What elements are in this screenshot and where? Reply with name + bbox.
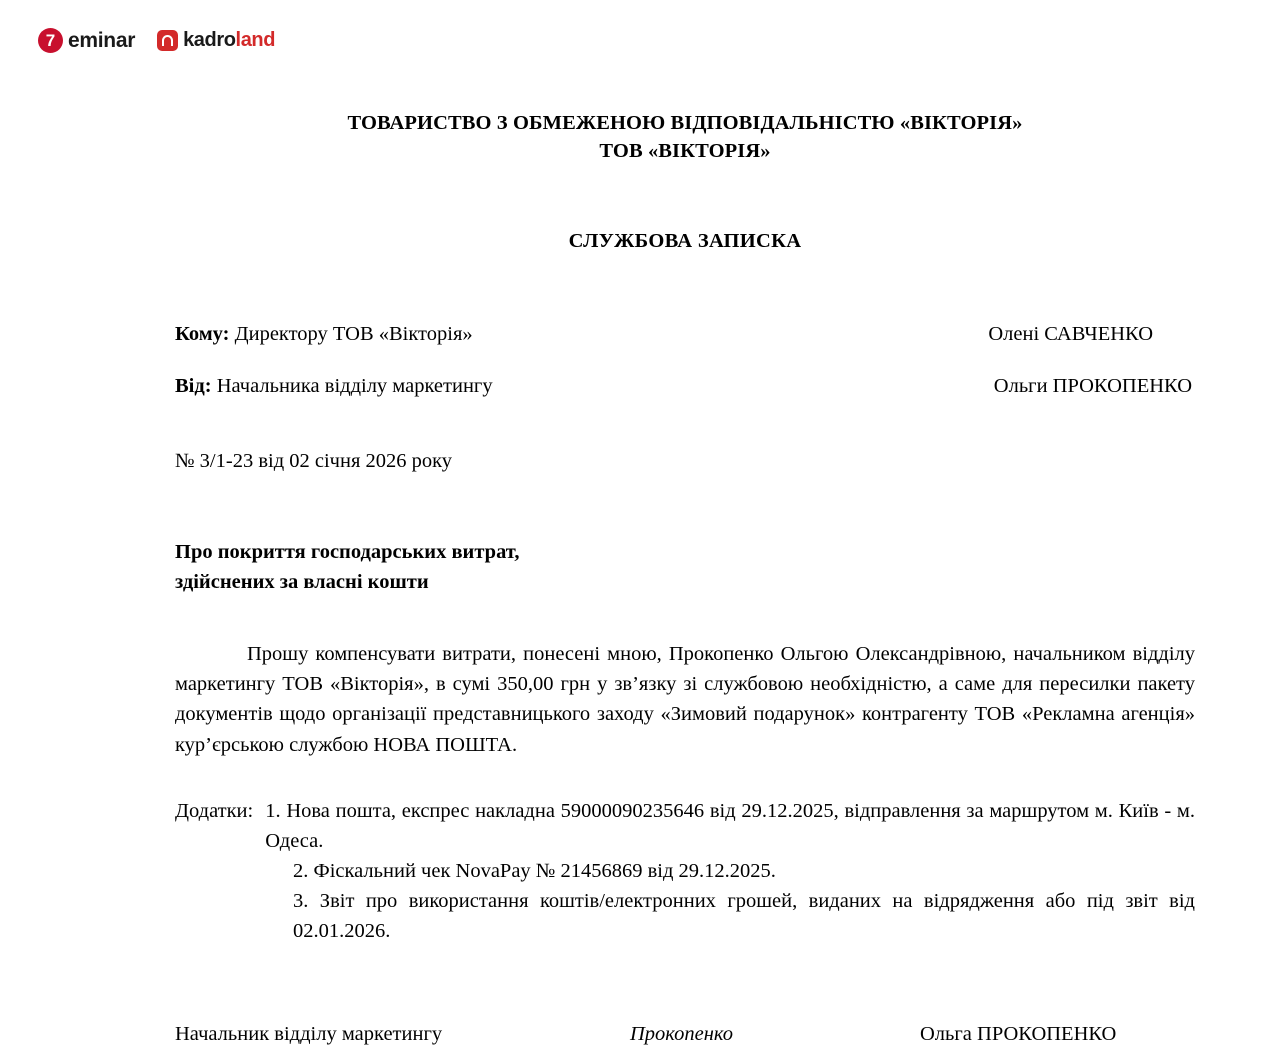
zeminar-wordmark: eminar (68, 28, 136, 52)
kadroland-mark-icon (157, 30, 178, 51)
kadroland-word-first: kadro (183, 29, 236, 51)
subject-line-2: здійснених за власні кошти (175, 570, 429, 593)
addressee-to-value: Директору ТОВ «Вікторія» (234, 323, 473, 346)
attachments-label: Додатки: (175, 799, 254, 822)
attachment-item-3: 3. Звіт про використання коштів/електронних грошей, виданих на відрядження або під звіт від 02.01.2026. (293, 890, 1195, 943)
kadroland-logo (157, 29, 275, 52)
signature-position: Начальник відділу маркетингу (175, 1023, 443, 1046)
document-body (175, 110, 1195, 1049)
addressee-from-value: Начальника відділу маркетингу (216, 374, 493, 397)
kadroland-wordmark (183, 29, 275, 52)
logo-bar (38, 28, 275, 53)
main-text-content: Прошу компенсувати витрати, понесені мною, Прокопенко Ольгою Олександрівною, начальником відділу маркетингу ТОВ «Вікторія», в сумі 350,00 грн у зв’язку зі службовою необхідністю, а саме для пересилки пакету документів щодо організації представницького заходу «Зимовий подарунок» контрагенту ТОВ «Рекламна агенція» кур’єрською службою НОВА ПОШТА. (175, 643, 1195, 756)
addressee-row-from (175, 372, 1195, 401)
document-subject (175, 538, 1195, 597)
addressee-from-person: Ольги ПРОКОПЕНКО (993, 374, 1192, 397)
addressee-to-label: Кому: (175, 323, 230, 346)
kadroland-word-second: land (235, 29, 276, 51)
attachments-block (175, 796, 1195, 947)
addressee-to-text (175, 320, 473, 349)
attachments-rest (293, 856, 1195, 946)
addressee-block (175, 320, 1195, 400)
signature-row (175, 1020, 1195, 1049)
attachment-item-2: 2. Фіскальний чек NovaPay № 21456869 від 29.12.2025. (293, 859, 776, 882)
attachment-item-1: 1. Нова пошта, експрес накладна 59000090235646 від 29.12.2025, відправлення за маршрутом м. Київ - м. Одеса. (265, 799, 1195, 852)
document-type-heading: СЛУЖБОВА ЗАПИСКА (568, 230, 802, 253)
addressee-to-person: Олені САВЧЕНКО (988, 323, 1153, 346)
zeminar-logo (38, 28, 135, 53)
subject-line-1: Про покриття господарських витрат, (175, 540, 520, 563)
document-main-text (175, 639, 1195, 760)
addressee-row-to (175, 320, 1195, 349)
attachment-first-row (175, 796, 1195, 856)
addressee-from-text (175, 372, 493, 401)
signature-full-name: Ольга ПРОКОПЕНКО (920, 1023, 1117, 1046)
document-number-line: № 3/1-23 від 02 січня 2026 року (175, 449, 453, 472)
signature-handwritten: Прокопенко (630, 1023, 733, 1046)
zeminar-mark-icon: 7 (38, 28, 63, 53)
organization-full-name: ТОВАРИСТВО З ОБМЕЖЕНОЮ ВІДПОВІДАЛЬНІСТЮ «ВІКТОРІЯ» (347, 112, 1023, 134)
organization-short-name: ТОВ «ВІКТОРІЯ» (599, 139, 771, 162)
organization-title (175, 110, 1195, 165)
addressee-from-label: Від: (175, 374, 212, 397)
